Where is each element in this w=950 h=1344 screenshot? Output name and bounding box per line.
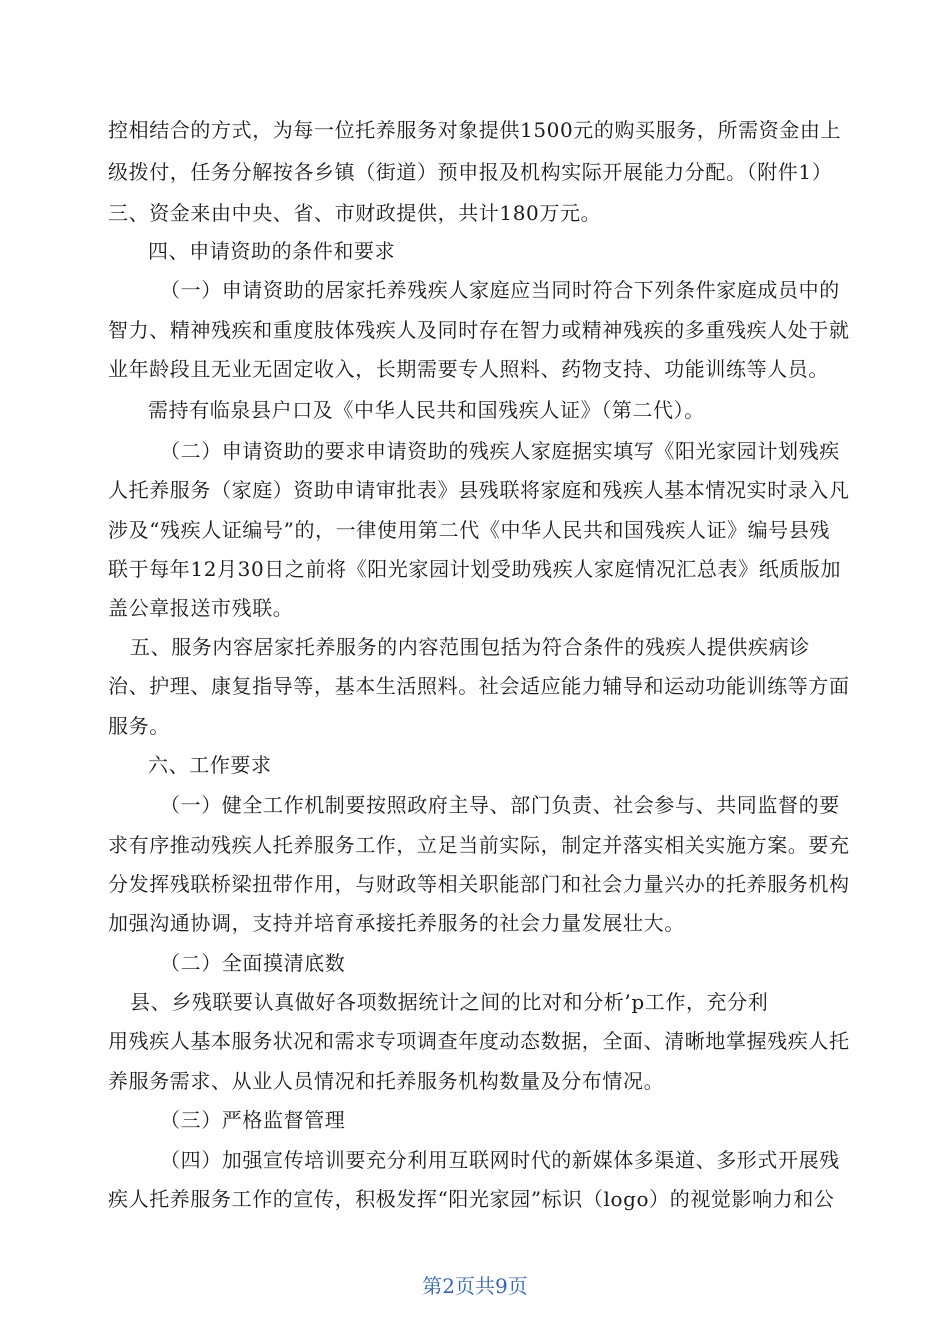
body-line: 县、乡残联要认真做好各项数据统计之间的比对和分析’p工作，充分利 xyxy=(130,990,769,1014)
body-line: 控相结合的方式，为每一位托养服务对象提供1500元的购买服务，所需资金由上 xyxy=(108,118,842,142)
body-line: （一）申请资助的居家托养残疾人家庭应当同时符合下列条件家庭成员中的 xyxy=(160,278,840,302)
body-line: 分发挥残联桥梁扭带作用，与财政等相关职能部门和社会力量兴办的托养服务机构 xyxy=(108,872,850,896)
subsection-heading: （三）严格监督管理 xyxy=(160,1108,346,1132)
body-line: 智力、精神残疾和重度肢体残疾人及同时存在智力或精神残疾的多重残疾人处于就 xyxy=(108,318,850,342)
body-line: 治、护理、康复指导等，基本生活照料。社会适应能力辅导和运动功能训练等方面 xyxy=(108,674,850,698)
section-heading: 六、工作要求 xyxy=(148,753,272,777)
body-line: 需持有临泉县户口及《中华人民共和国残疾人证》（第二代）。 xyxy=(148,398,705,422)
body-line: 加强沟通协调，支持并培育承接托养服务的社会力量发展壮大。 xyxy=(108,911,685,935)
body-line: 用残疾人基本服务状况和需求专项调查年度动态数据，全面、清晰地掌握残疾人托 xyxy=(108,1029,850,1053)
section-heading: 四、申请资助的条件和要求 xyxy=(148,239,396,263)
body-line: 服务。 xyxy=(108,714,170,738)
body-line: 联于每年12月30日之前将《阳光家园计划受助残疾人家庭情况汇总表》纸质版加 xyxy=(108,557,842,581)
body-line: 养服务需求、从业人员情况和托养服务机构数量及分布情况。 xyxy=(108,1069,665,1093)
body-line: （二）申请资助的要求申请资助的残疾人家庭据实填写《阳光家园计划残疾 xyxy=(160,439,840,463)
body-line: 级拨付，任务分解按各乡镇（街道）预申报及机构实际开展能力分配。（附件1） xyxy=(108,160,833,184)
section-heading: 五、服务内容居家托养服务的内容范围包括为符合条件的残疾人提供疾病诊 xyxy=(130,635,810,659)
body-line: 求有序推动残疾人托养服务工作，立足当前实际，制定并落实相关实施方案。要充 xyxy=(108,833,850,857)
page-number-footer: 第2页共9页 xyxy=(422,1274,528,1298)
subsection-heading: （二）全面摸清底数 xyxy=(160,951,346,975)
body-line: 业年龄段且无业无固定收入，长期需要专人照料、药物支持、功能训练等人员。 xyxy=(108,357,829,381)
body-line: 盖公章报送市残联。 xyxy=(108,596,294,620)
body-line: （四）加强宣传培训要充分利用互联网时代的新媒体多渠道、多形式开展残 xyxy=(160,1148,840,1172)
body-line: 三、资金来由中央、省、市财政提供，共计180万元。 xyxy=(108,201,602,225)
body-line: 涉及“残疾人证编号”的，一律使用第二代《中华人民共和国残疾人证》编号县残 xyxy=(108,518,831,542)
body-line: 疾人托养服务工作的宣传，积极发挥“阳光家园”标识（logo）的视觉影响力和公 xyxy=(108,1187,835,1211)
body-line: 人托养服务（家庭）资助申请审批表》县残联将家庭和残疾人基本情况实时录入凡 xyxy=(108,478,850,502)
body-line: （一）健全工作机制要按照政府主导、部门负责、社会参与、共同监督的要 xyxy=(160,793,840,817)
